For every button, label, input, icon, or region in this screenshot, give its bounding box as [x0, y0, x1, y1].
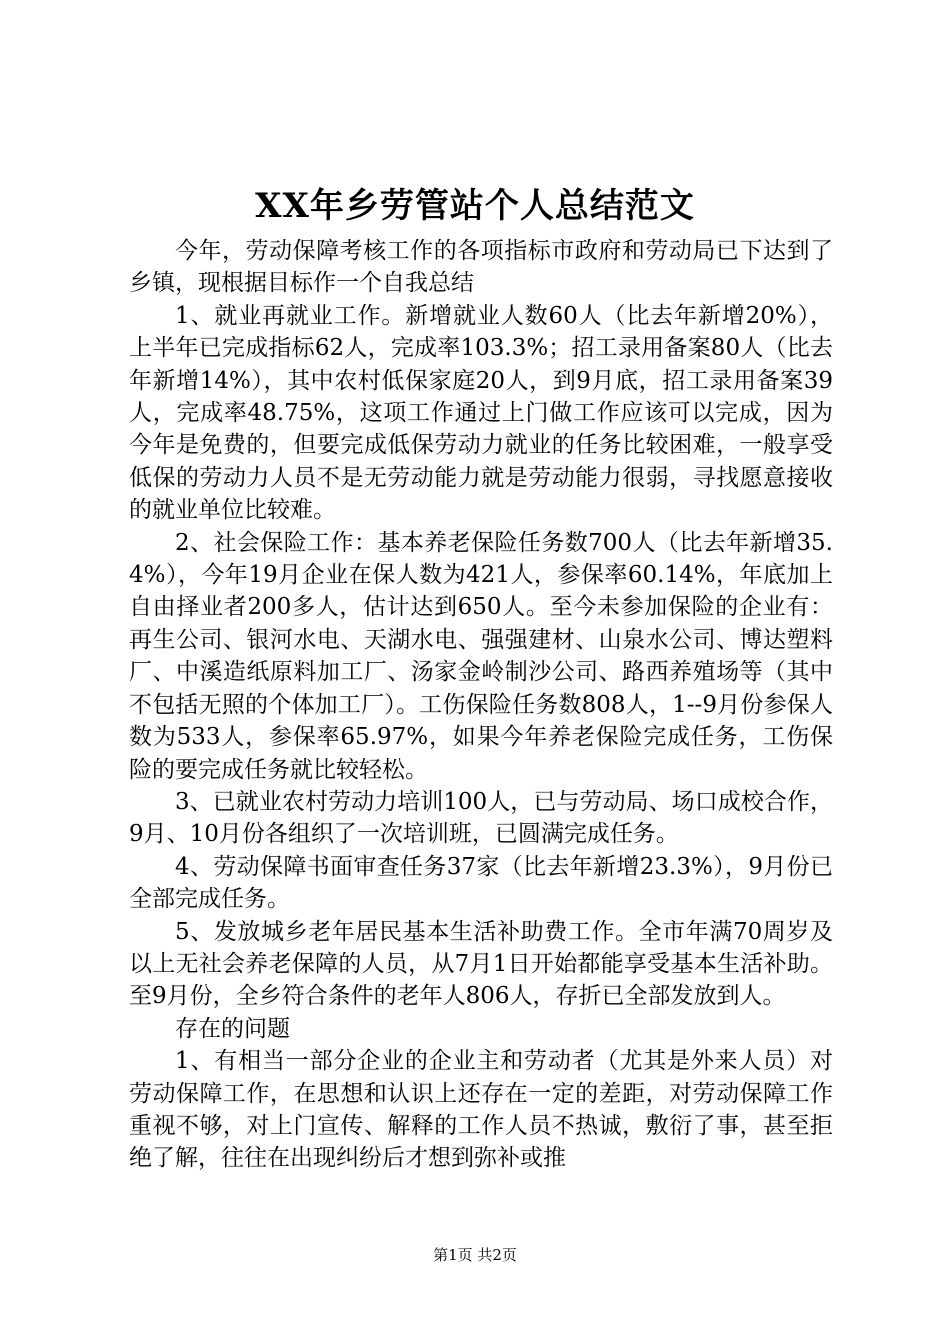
paragraph-intro: 今年，劳动保障考核工作的各项指标市政府和劳动局已下达到了乡镇，现根据目标作一个自我总结 — [129, 238, 833, 297]
document-title: XX年乡劳管站个人总结范文 — [255, 186, 695, 226]
page-footer: 第1页 共2页 — [433, 1246, 517, 1264]
paragraph-review: 4、劳动保障书面审查任务37家（比去年新增23.3%），9月份已全部完成任务。 — [129, 853, 833, 913]
paragraph-training: 3、已就业农村劳动力培训100人，已与劳动局、场口成校合作，9月、10月份各组织了一次培训班，已圆满完成任务。 — [129, 788, 833, 848]
paragraph-social-insurance: 2、社会保险工作：基本养老保险任务数700人（比去年新增35.4%），今年19月企业在保人数为421人，参保率60.14%，年底加上自由择业者200多人，估计达到650人。至今未参加保险的企业有：再生公司、银河水电、天湖水电、强强建材、山泉水公司、博达塑料厂、中溪造纸原料加工厂、汤家金岭制沙公司、路西养殖场等（其中不包括无照的个体加工厂）。工伤保险任务数808人，1--9月份参保人数为533人，参保率65.97%，如果今年养老保险完成任务，工伤保险的要完成任务就比较轻松。 — [129, 529, 833, 783]
paragraph-employment: 1、就业再就业工作。新增就业人数60人（比去年新增20%），上半年已完成指标62人，完成率103.3%；招工录用备案80人（比去年新增14%），其中农村低保家庭20人，到9月底，招工录用备案39人，完成率48.75%，这项工作通过上门做工作应该可以完成，因为今年是免费的，但要完成低保劳动力就业的任务比较困难，一般享受低保的劳动力人员不是无劳动能力就是劳动能力很弱，寻找愿意接收的就业单位比较难。 — [129, 302, 833, 524]
section-heading-problems: 存在的问题 — [175, 1015, 290, 1042]
document-body — [129, 235, 833, 1175]
paragraph-subsidy: 5、发放城乡老年居民基本生活补助费工作。全市年满70周岁及以上无社会养老保障的人员，从7月1日开始都能享受基本生活补助。至9月份，全乡符合条件的老年人806人，存折已全部发放到人。 — [129, 918, 833, 1010]
paragraph-problem-1: 1、有相当一部分企业的企业主和劳动者（尤其是外来人员）对劳动保障工作，在思想和认识上还存在一定的差距，对劳动保障工作重视不够，对上门宣传、解释的工作人员不热诚，敷衍了事，甚至拒绝了解，往往在出现纠纷后才想到弥补或推 — [129, 1048, 833, 1172]
